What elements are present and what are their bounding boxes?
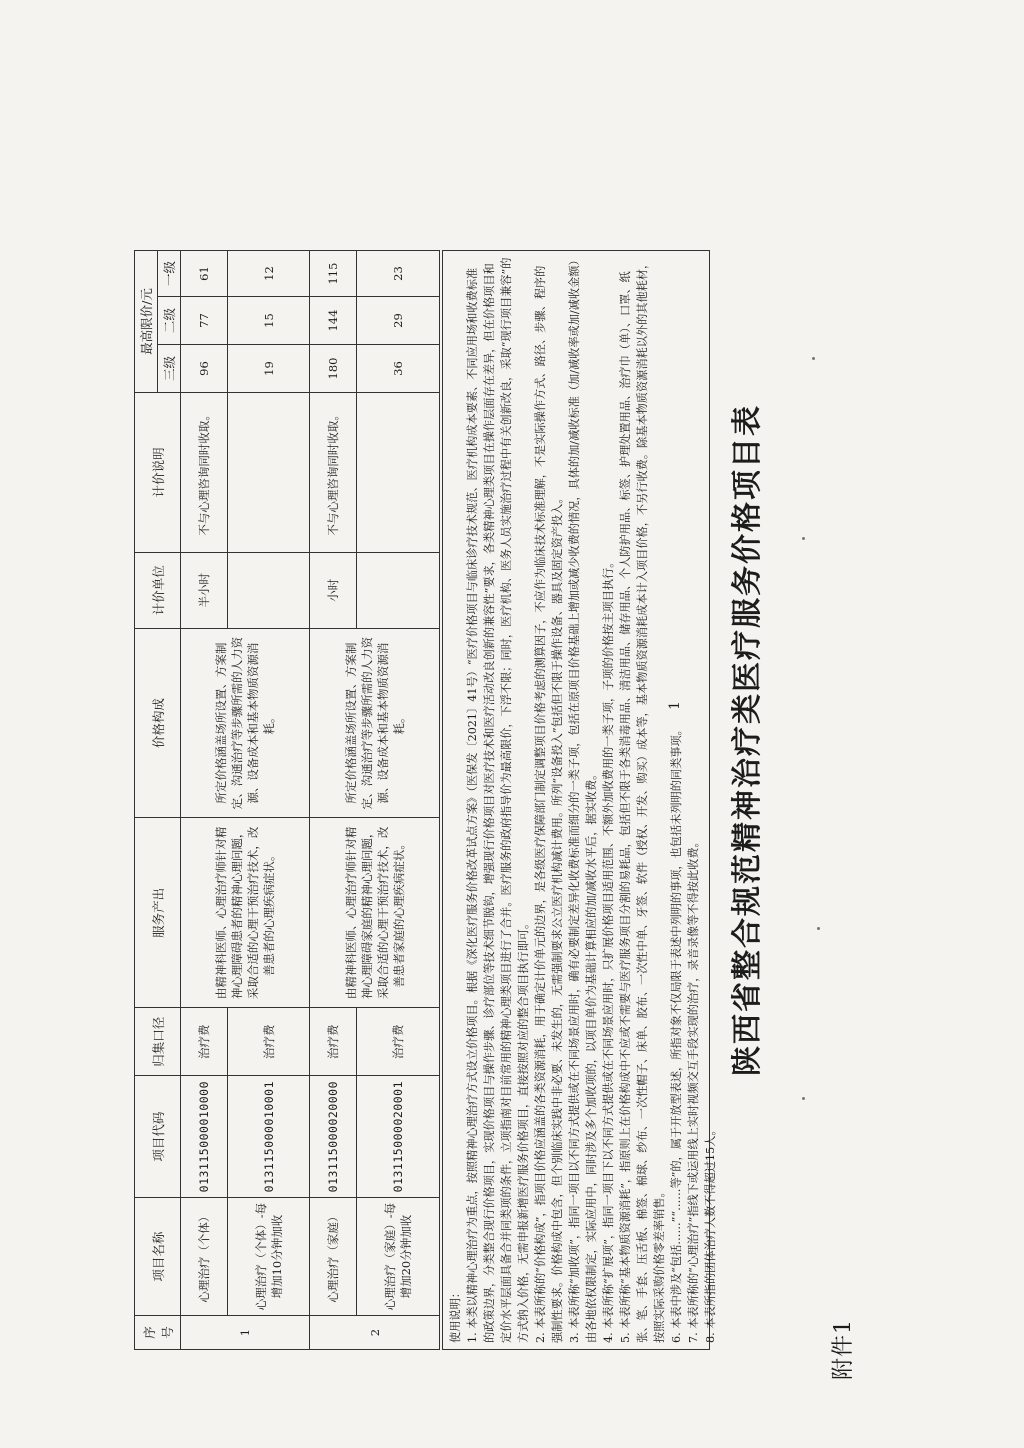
cell-unit <box>357 552 440 628</box>
cell-price-level3: 19 <box>227 345 310 393</box>
header-name: 项目名称 <box>135 1198 181 1316</box>
header-output: 服务产出 <box>135 818 181 1008</box>
cell-category: 治疗费 <box>181 1008 228 1076</box>
usage-notes <box>442 250 717 1350</box>
cell-output: 由精神科医师、心理治疗师针对精神心理障碍家庭的精神心理问题，采取合适的心理干预治疗技术，改善患者家庭的心理疾病症状。 <box>310 818 440 1008</box>
header-unit: 计价单位 <box>135 552 181 628</box>
usage-note-5: 5. 本表所称“基本物质资源消耗”，指原则上在价格构成中不应或不需要与医疗服务项目分割的易耗品，包括但不限于各类消毒用品、清洁用品、储存用品、个人防护用品、标签、护理处置用品、治疗巾（单）、口罩、纸张、笔、手套、压舌板、棉签、棉球、纱布、一次性帽子、床单、胶布、一次性中单、牙签、软件（授权、开发、购买）成本等，基本物质资源消耗成本计入项目价格，不另行收费。除基本物质资源消耗以外的其他耗材，按照实际采购价格零差率销售。 <box>619 257 666 1343</box>
cell-price-level2: 144 <box>310 297 357 345</box>
cell-price-level1: 23 <box>357 251 440 297</box>
header-explanation: 计价说明 <box>135 393 181 553</box>
header-category: 归集口径 <box>135 1008 181 1076</box>
cell-category: 治疗费 <box>227 1008 310 1076</box>
cell-explanation <box>227 393 310 553</box>
usage-note-4: 4. 本表所称“扩展项”，指同一项目下以不同方式提供或在不同场景应用时，只扩展价格项目适用范围、不额外加收费用的一类子项，子项的价格按主项目执行。 <box>602 556 615 1343</box>
cell-composition: 所定价格涵盖场所设置、方案制定、沟通治疗等步骤所需的人力资源、设备成本和基本物质资源消耗。 <box>310 628 440 818</box>
usage-note-2: 2. 本表所称的“价格构成”，指项目价格应涵盖的各类资源消耗，用于确定计价单元的边界，是各级医疗保障部门制定调整项目价格考虑的测算因子，不应作为临床技术标准理解，不是实际操作方式、路径、步骤、程序的强制性要求。价格构成中包含，但个别临床实践中非必要、未发生的，无需强制要求公立医疗机构减计费用。所列“设备投入”包括但不限于操作设备、器具及固定资产投入。 <box>534 265 564 1343</box>
cell-code: 013115000010000 <box>181 1076 228 1198</box>
cell-name: 心理治疗（家庭） <box>310 1198 357 1316</box>
page-number: 1 <box>667 701 683 710</box>
usage-note-1: 1. 本类以精神心理治疗为重点，按照精神心理治疗方式设立价格项目。根据《深化医疗服务价格改革试点方案》（医保发〔2021〕41号）“医疗价格项目与临床诊疗技术规范、医疗机构成本要素、不同应用场和收费标准的政策边界，分类整合现行价格项目，实现价格项目与操作步骤、诊疗部位等技术细节脱钩，增强现行价格项目对医疗技术和医疗活动改良创新的兼容性”要求，各类精神心理类项目在操作层面存在差异，但在价格项目和定价水平层面具备合并同类项的条件，立项指南对目前常用的精神心理类项目进行了合并。医疗服务的政府指导价为最高限价，下浮不限；同时，医疗机构、医务人员实施治疗过程中有关创新改良，采取“现行项目兼容”的方式纳入价格，无需申报新增医疗服务价格项目，直接按照对应的整合项目执行即可。 <box>466 257 530 1343</box>
cell-name: 心理治疗（家庭）-每增加20分钟加收 <box>357 1198 440 1316</box>
cell-price-level1: 61 <box>181 251 228 297</box>
usage-note-7: 7. 本表所称的“心理治疗”指线下或运用线上实时视频交互手段实现的治疗，录音录像等不得按此收费。 <box>687 836 700 1343</box>
cell-name: 心理治疗（个体）-每增加10分钟加收 <box>227 1198 310 1316</box>
annex-label: 附件1 <box>831 1319 856 1380</box>
header-max-price: 最高限价/元 <box>135 251 158 393</box>
cell-unit <box>227 552 310 628</box>
scan-speck <box>802 537 805 540</box>
scan-speck <box>802 1097 805 1100</box>
scan-speck <box>817 927 820 930</box>
header-level1: 一级 <box>158 251 181 297</box>
cell-price-level2: 77 <box>181 297 228 345</box>
header-level3: 三级 <box>158 345 181 393</box>
cell-composition: 所定价格涵盖场所设置、方案制定、沟通治疗等步骤所需的人力资源、设备成本和基本物质资源消耗。 <box>181 628 310 818</box>
cell-code: 013115000010001 <box>227 1076 310 1198</box>
document-title: 陕西省整合规范精神治疗类医疗服务价格项目表 <box>730 404 765 1076</box>
cell-price-level3: 96 <box>181 345 228 393</box>
header-composition: 价格构成 <box>135 628 181 818</box>
cell-category: 治疗费 <box>310 1008 357 1076</box>
cell-code: 013115000020001 <box>357 1076 440 1198</box>
cell-explanation: 不与心理咨询同时收取。 <box>310 393 357 553</box>
table-row <box>310 251 357 1350</box>
header-seq: 序号 <box>135 1316 181 1350</box>
cell-price-level3: 180 <box>310 345 357 393</box>
cell-output: 由精神科医师、心理治疗师针对精神心理障碍患者的精神心理问题，采取合适的心理干预治疗技术，改善患者的心理疾病症状。 <box>181 818 310 1008</box>
cell-explanation <box>357 393 440 553</box>
usage-notes-heading: 使用说明： <box>449 1287 462 1343</box>
rotated-document-page <box>112 80 912 1400</box>
cell-price-level1: 12 <box>227 251 310 297</box>
cell-seq: 1 <box>181 1316 310 1350</box>
cell-name: 心理治疗（个体） <box>181 1198 228 1316</box>
scan-speck <box>812 357 815 360</box>
cell-unit: 小时 <box>310 552 357 628</box>
header-level2: 二级 <box>158 297 181 345</box>
cell-code: 013115000020000 <box>310 1076 357 1198</box>
table-row <box>181 251 228 1350</box>
cell-price-level2: 29 <box>357 297 440 345</box>
cell-price-level1: 115 <box>310 251 357 297</box>
usage-note-6: 6. 本表中涉及“包括……”“……等”的，属于开放型表述，所指对象不仅局限于表述中列明的事项，也包括未列明的同类事项。 <box>670 724 683 1343</box>
cell-price-level2: 15 <box>227 297 310 345</box>
header-code: 项目代码 <box>135 1076 181 1198</box>
cell-category: 治疗费 <box>357 1008 440 1076</box>
cell-price-level3: 36 <box>357 345 440 393</box>
usage-note-8: 8. 本表所指的团体治疗人数不得超过15人。 <box>704 1124 717 1343</box>
usage-note-3: 3. 本表所称“加收项”，指同一项目以不同方式提供或在不同场景应用时，确有必要制定差异化收费标准而细分的一类子项，包括在原项目价格基础上增加或减少收费的情况，具体的加/减收标准（加/减收率或加/减收金额）由各地依权限制定，实际应用中，同时涉及多个加收项的，以项目单价为基础计算相应的加/减收水平后，据实收费。 <box>568 259 598 1343</box>
cell-seq: 2 <box>310 1316 440 1350</box>
table-header-row <box>135 251 158 1350</box>
cell-unit: 半小时 <box>181 552 228 628</box>
price-table <box>134 250 440 1350</box>
cell-explanation: 不与心理咨询同时收取。 <box>181 393 228 553</box>
